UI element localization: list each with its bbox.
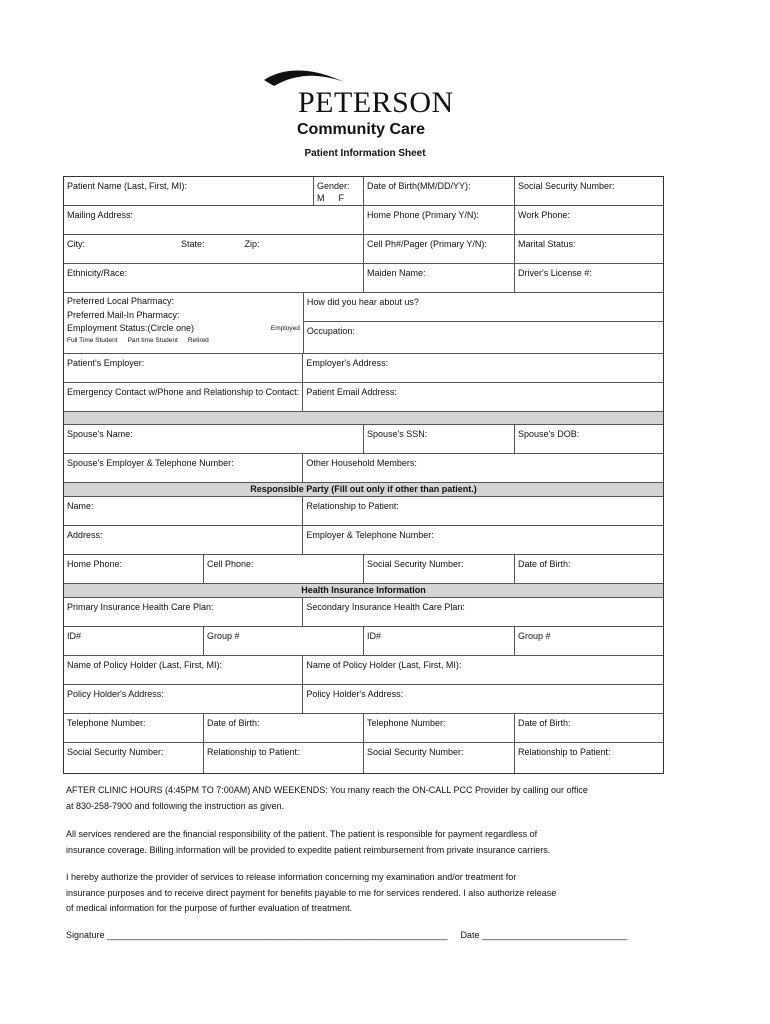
- secondary-phone-label: Telephone Number:: [367, 718, 446, 728]
- logo: [262, 66, 472, 142]
- spouse-name-label: Spouse's Name:: [67, 429, 133, 439]
- maiden-label: Maiden Name:: [367, 268, 426, 278]
- after-hours-paragraph: [66, 783, 626, 814]
- maiden-name-field[interactable]: [364, 264, 515, 292]
- employment-retired[interactable]: Retired: [187, 336, 209, 344]
- primary-relationship-field[interactable]: [204, 743, 364, 773]
- secondary-group-label: Group #: [518, 631, 551, 641]
- drivers-license-field[interactable]: [515, 264, 663, 292]
- responsible-dob-label: Date of Birth:: [518, 559, 571, 569]
- authorize-line-2: insurance purposes and to receive direct payment for benefits payable to me for services rendered. I also authorize release: [66, 887, 557, 898]
- authorization-paragraph: [66, 870, 626, 917]
- marital-status-field[interactable]: [515, 235, 663, 263]
- secondary-insurance-field[interactable]: [303, 598, 663, 626]
- secondary-holder-label: Name of Policy Holder (Last, First, MI):: [306, 660, 462, 670]
- city-state-zip-field[interactable]: [64, 235, 364, 263]
- employer-address-label: Employer's Address:: [306, 358, 389, 368]
- household-members-field[interactable]: [303, 454, 663, 482]
- employment-full-time-student[interactable]: Full Time Student: [67, 336, 118, 344]
- employment-part-time-student[interactable]: Part time Student: [127, 336, 178, 344]
- primary-holder-label: Name of Policy Holder (Last, First, MI):: [67, 660, 223, 670]
- secondary-relationship-field[interactable]: [515, 743, 663, 773]
- emergency-contact-field[interactable]: [64, 383, 303, 411]
- secondary-dob-field[interactable]: [515, 714, 663, 742]
- primary-insurance-label: Primary Insurance Health Care Plan:: [67, 602, 214, 612]
- employment-employed[interactable]: Employed: [270, 325, 300, 332]
- primary-group-field[interactable]: [204, 627, 364, 655]
- primary-id-field[interactable]: [64, 627, 204, 655]
- primary-id-label: ID#: [67, 631, 82, 641]
- secondary-id-label: ID#: [367, 631, 382, 641]
- spouse-dob-field[interactable]: [515, 425, 663, 453]
- primary-phone-field[interactable]: [64, 714, 204, 742]
- responsible-ssn-field[interactable]: [364, 555, 515, 583]
- secondary-holder-address-label: Policy Holder's Address:: [306, 689, 404, 699]
- primary-ssn-label: Social Security Number:: [67, 747, 164, 757]
- financial-paragraph: [66, 827, 626, 858]
- primary-holder-address-label: Policy Holder's Address:: [67, 689, 164, 699]
- responsible-employer-field[interactable]: [303, 526, 663, 554]
- secondary-relationship-label: Relationship to Patient:: [518, 747, 611, 757]
- section-divider: [64, 412, 663, 425]
- occupation-label: Occupation:: [306, 326, 355, 336]
- occupation-field[interactable]: [304, 322, 663, 340]
- spouse-employer-field[interactable]: [64, 454, 303, 482]
- primary-phone-label: Telephone Number:: [67, 718, 146, 728]
- after-hours-line-2: at 830-258-7900 and following the instruction as given.: [66, 800, 285, 811]
- logo-name: PETERSON: [298, 86, 454, 119]
- household-label: Other Household Members:: [306, 458, 417, 468]
- responsible-address-label: Address:: [67, 530, 103, 540]
- home-phone-label: Home Phone (Primary Y/N):: [367, 210, 479, 220]
- primary-holder-field[interactable]: [64, 656, 303, 684]
- license-label: Driver's License #:: [518, 268, 592, 278]
- pharmacy-employment-field[interactable]: [64, 293, 304, 353]
- responsible-home-phone-label: Home Phone:: [67, 559, 123, 569]
- secondary-holder-field[interactable]: [303, 656, 663, 684]
- financial-line-2: insurance coverage. Billing information will be provided to expedite patient reimbursement from private insurance carriers.: [66, 844, 551, 855]
- cell-label: Cell Ph#/Pager (Primary Y/N):: [367, 239, 487, 249]
- spouse-ssn-field[interactable]: [364, 425, 515, 453]
- ethnicity-label: Ethnicity/Race:: [67, 268, 128, 278]
- patient-name-label: Patient Name (Last, First, MI):: [67, 181, 188, 191]
- responsible-name-label: Name:: [67, 501, 94, 511]
- marital-label: Marital Status:: [518, 239, 576, 249]
- home-phone-field[interactable]: [364, 206, 515, 234]
- spouse-ssn-label: Spouse's SSN:: [367, 429, 428, 439]
- responsible-home-phone-field[interactable]: [64, 555, 204, 583]
- employer-label: Patient's Employer:: [67, 358, 145, 368]
- secondary-dob-label: Date of Birth:: [518, 718, 571, 728]
- responsible-name-field[interactable]: [64, 497, 303, 525]
- logo-subtitle: Community Care: [297, 121, 426, 138]
- secondary-insurance-label: Secondary Insurance Health Care Plan:: [306, 602, 465, 612]
- spouse-name-field[interactable]: [64, 425, 364, 453]
- primary-dob-field[interactable]: [204, 714, 364, 742]
- work-phone-field[interactable]: [515, 206, 663, 234]
- dob-field[interactable]: [364, 177, 515, 205]
- date-field[interactable]: Date _____________________________: [460, 930, 628, 940]
- ethnicity-field[interactable]: [64, 264, 364, 292]
- responsible-ssn-label: Social Security Number:: [367, 559, 464, 569]
- gender-f[interactable]: F: [338, 193, 344, 203]
- secondary-holder-address-field[interactable]: [303, 685, 663, 713]
- patient-form: [63, 176, 664, 774]
- employment-label: Employment Status:(Circle one): [67, 323, 195, 333]
- state-label: State:: [181, 239, 205, 249]
- heard-occupation-group: [304, 293, 663, 353]
- city-label: City:: [67, 239, 85, 249]
- gender-m[interactable]: M: [317, 193, 325, 203]
- gender-field[interactable]: [314, 177, 364, 205]
- email-label: Patient Email Address:: [306, 387, 397, 397]
- responsible-dob-field[interactable]: [515, 555, 663, 583]
- secondary-phone-field[interactable]: [364, 714, 515, 742]
- secondary-ssn-field[interactable]: [364, 743, 515, 773]
- responsible-cell-field[interactable]: [204, 555, 364, 583]
- responsible-address-field[interactable]: [64, 526, 303, 554]
- insurance-header: Health Insurance Information: [64, 584, 663, 598]
- heard-label: How did you hear about us?: [306, 297, 419, 307]
- employer-field[interactable]: [64, 354, 303, 382]
- responsible-cell-label: Cell Phone:: [207, 559, 254, 569]
- primary-relationship-label: Relationship to Patient:: [207, 747, 300, 757]
- mailing-address-field[interactable]: [64, 206, 364, 234]
- zip-label: Zip:: [244, 239, 260, 249]
- patient-name-field[interactable]: [64, 177, 314, 205]
- responsible-relationship-field[interactable]: [303, 497, 663, 525]
- signature-row: [66, 930, 627, 940]
- responsible-relationship-label: Relationship to Patient:: [306, 501, 399, 511]
- secondary-group-field[interactable]: [515, 627, 663, 655]
- primary-group-label: Group #: [207, 631, 240, 641]
- email-field[interactable]: [303, 383, 663, 411]
- authorize-line-3: of medical information for the purpose of further evaluation of treatment.: [66, 903, 353, 913]
- secondary-id-field[interactable]: [364, 627, 515, 655]
- responsible-employer-label: Employer & Telephone Number:: [306, 530, 434, 540]
- heard-about-field[interactable]: [304, 293, 663, 322]
- after-hours-line-1: AFTER CLINIC HOURS (4:45PM TO 7:00AM) AND WEEKENDS: You many reach the ON-CALL PCC Provider by calling our office: [66, 785, 588, 795]
- spouse-dob-label: Spouse's DOB:: [518, 429, 580, 439]
- mailing-label: Mailing Address:: [67, 210, 134, 220]
- secondary-ssn-label: Social Security Number:: [367, 747, 464, 757]
- employer-address-field[interactable]: [303, 354, 663, 382]
- ssn-label: Social Security Number:: [518, 181, 615, 191]
- primary-holder-address-field[interactable]: [64, 685, 303, 713]
- page-title: Patient Information Sheet: [304, 148, 426, 159]
- cell-phone-field[interactable]: [364, 235, 515, 263]
- work-phone-label: Work Phone:: [518, 210, 570, 220]
- authorize-line-1: I hereby authorize the provider of services to release information concerning my examination and/or treatment for: [66, 872, 517, 882]
- primary-insurance-field[interactable]: [64, 598, 303, 626]
- ssn-field[interactable]: [515, 177, 663, 205]
- signature-field[interactable]: Signature ____________________________________________________________________: [66, 930, 448, 940]
- pharmacy-mail-label: Preferred Mail-In Pharmacy:: [67, 309, 180, 320]
- primary-dob-label: Date of Birth:: [207, 718, 260, 728]
- responsible-party-header: Responsible Party (Fill out only if other than patient.): [64, 483, 663, 497]
- financial-line-1: All services rendered are the financial responsibility of the patient. The patient is responsible for payment regardless of: [66, 829, 538, 839]
- dob-label: Date of Birth(MM/DD/YY):: [367, 181, 471, 191]
- primary-ssn-field[interactable]: [64, 743, 204, 773]
- emergency-label: Emergency Contact w/Phone and Relationship to Contact:: [67, 387, 300, 397]
- gender-label: Gender:: [317, 181, 350, 191]
- spouse-employer-label: Spouse's Employer & Telephone Number:: [67, 458, 234, 468]
- pharmacy-local-label: Preferred Local Pharmacy:: [67, 296, 175, 306]
